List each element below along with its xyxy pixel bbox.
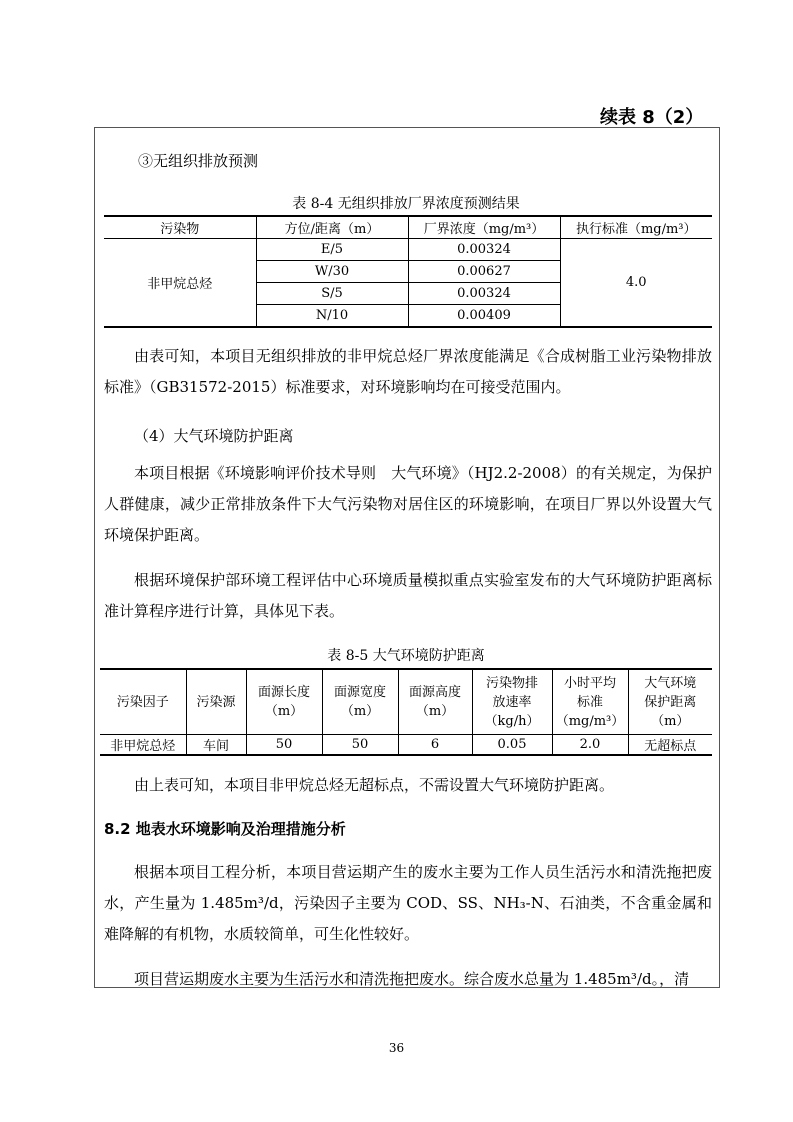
paragraph-water-1 (104, 857, 712, 950)
paragraph-conclusion-1 (104, 341, 712, 403)
table-8-4-position: S/5 (256, 283, 408, 305)
continuation-title: 续表 8（2） (600, 107, 704, 128)
table-8-5-header-line: 放速率 (492, 694, 532, 710)
table-8-5-header (628, 669, 712, 735)
table-8-5-header-line: 大气环境 (644, 675, 697, 691)
table-8-5-header (322, 669, 398, 735)
paragraph-conclusion-2 (104, 770, 712, 801)
table-8-4-concentration: 0.00324 (408, 239, 560, 261)
table-8-5-header-line: 小时平均 (563, 675, 616, 691)
table-8-5-header-line: （mg/m³） (555, 713, 625, 729)
table-8-5-cell: 50 (322, 735, 398, 756)
table-8-5-header (552, 669, 628, 735)
table-8-4-position: N/10 (256, 305, 408, 328)
paragraph-text: 由上表可知，本项目非甲烷总烃无超标点，不需设置大气环境防护距离。 (134, 776, 615, 794)
table-8-4 (104, 215, 712, 328)
table-8-5-header-line: （m） (651, 713, 690, 729)
table-8-4-pollutant: 非甲烷总烃 (104, 239, 256, 328)
table-8-5-cell: 2.0 (552, 735, 628, 756)
table-8-4-concentration: 0.00627 (408, 261, 560, 283)
table-8-5-header-line: 污染源 (196, 694, 236, 710)
subsection-heading-protection: （4）大气环境防护距离 (134, 427, 294, 445)
table-8-5-header-line: 面源宽度 (333, 685, 386, 700)
table-row (100, 735, 712, 756)
table-8-5-header-line: 污染因子 (116, 694, 169, 710)
table-8-5-caption: 表 8-5 大气环境防护距离 (327, 648, 485, 664)
subsection-heading-unorganized: ③无组织排放预测 (138, 152, 259, 170)
table-8-5-header-line: 面源长度 (257, 685, 310, 700)
table-8-5-header-line: 面源高度 (408, 685, 461, 700)
section-heading-8-2: 8.2 地表水环境影响及治理措施分析 (104, 820, 346, 838)
table-8-4-header: 执行标准（mg/m³） (560, 216, 712, 239)
table-8-4-header: 厂界浓度（mg/m³） (408, 216, 560, 239)
table-8-5-cell: 车间 (186, 735, 246, 756)
table-8-5-cell: 无超标点 (628, 735, 712, 756)
paragraph-text: 由表可知，本项目无组织排放的非甲烷总烃厂界浓度能满足《合成树脂工业污染物排放标准》（GB31572-2015）标准要求，对环境影响均在可接受范围内。 (104, 347, 712, 396)
table-8-5-header-line: （m） (415, 704, 455, 719)
table-8-5-header-line: （kg/h） (484, 713, 540, 729)
table-8-5-cell: 0.05 (472, 735, 552, 756)
table-8-4-concentration: 0.00409 (408, 305, 560, 328)
table-8-5-cell: 非甲烷总烃 (100, 735, 186, 756)
paragraph-text: 根据环境保护部环境工程评估中心环境质量模拟重点实验室发布的大气环境防护距离标准计算程序进行计算，具体见下表。 (104, 571, 712, 620)
table-8-4-header: 污染物 (104, 216, 256, 239)
table-8-4-standard: 4.0 (560, 239, 712, 328)
paragraph-protection-1 (104, 458, 712, 551)
table-8-4-concentration: 0.00324 (408, 283, 560, 305)
paragraph-text: 根据本项目工程分析，本项目营运期产生的废水主要为工作人员生活污水和清洗拖把废水，产生量为 1.485m³/d，污染因子主要为 COD、SS、NH₃-N、石油类，不含重金属和难降解的有机物，水质较简单，可生化性较好。 (104, 863, 712, 943)
table-8-5-header (398, 669, 472, 735)
table-8-5 (100, 668, 712, 756)
table-8-4-position: W/30 (256, 261, 408, 283)
table-8-4-position: E/5 (256, 239, 408, 261)
table-8-5-header-line: 标准 (576, 694, 603, 710)
paragraph-text: 本项目根据《环境影响评价技术导则 大气环境》（HJ2.2-2008）的有关规定，为保护人群健康，减少正常排放条件下大气污染物对居住区的环境影响，在项目厂界以外设置大气环境保护距离。 (104, 464, 712, 544)
paragraph-water-2 (104, 964, 712, 995)
table-8-4-caption: 表 8-4 无组织排放厂界浓度预测结果 (292, 196, 520, 212)
table-8-5-header-line: 污染物排 (485, 675, 538, 691)
table-8-5-header (472, 669, 552, 735)
table-8-5-header (186, 669, 246, 735)
table-8-5-header-line: （m） (340, 704, 380, 719)
table-8-5-header-line: 保护距离 (644, 694, 697, 710)
table-8-5-header-line: （m） (264, 704, 304, 719)
paragraph-text: 项目营运期废水主要为生活污水和清洗拖把废水。综合废水总量为 1.485m³/d。，清 (134, 970, 690, 988)
table-8-4-header: 方位/距离（m） (256, 216, 408, 239)
paragraph-protection-2 (104, 565, 712, 627)
table-8-5-header (246, 669, 322, 735)
table-8-5-cell: 50 (246, 735, 322, 756)
table-8-5-header (100, 669, 186, 735)
page-number: 36 (388, 1041, 405, 1055)
table-8-5-cell: 6 (398, 735, 472, 756)
table-row (104, 239, 712, 261)
